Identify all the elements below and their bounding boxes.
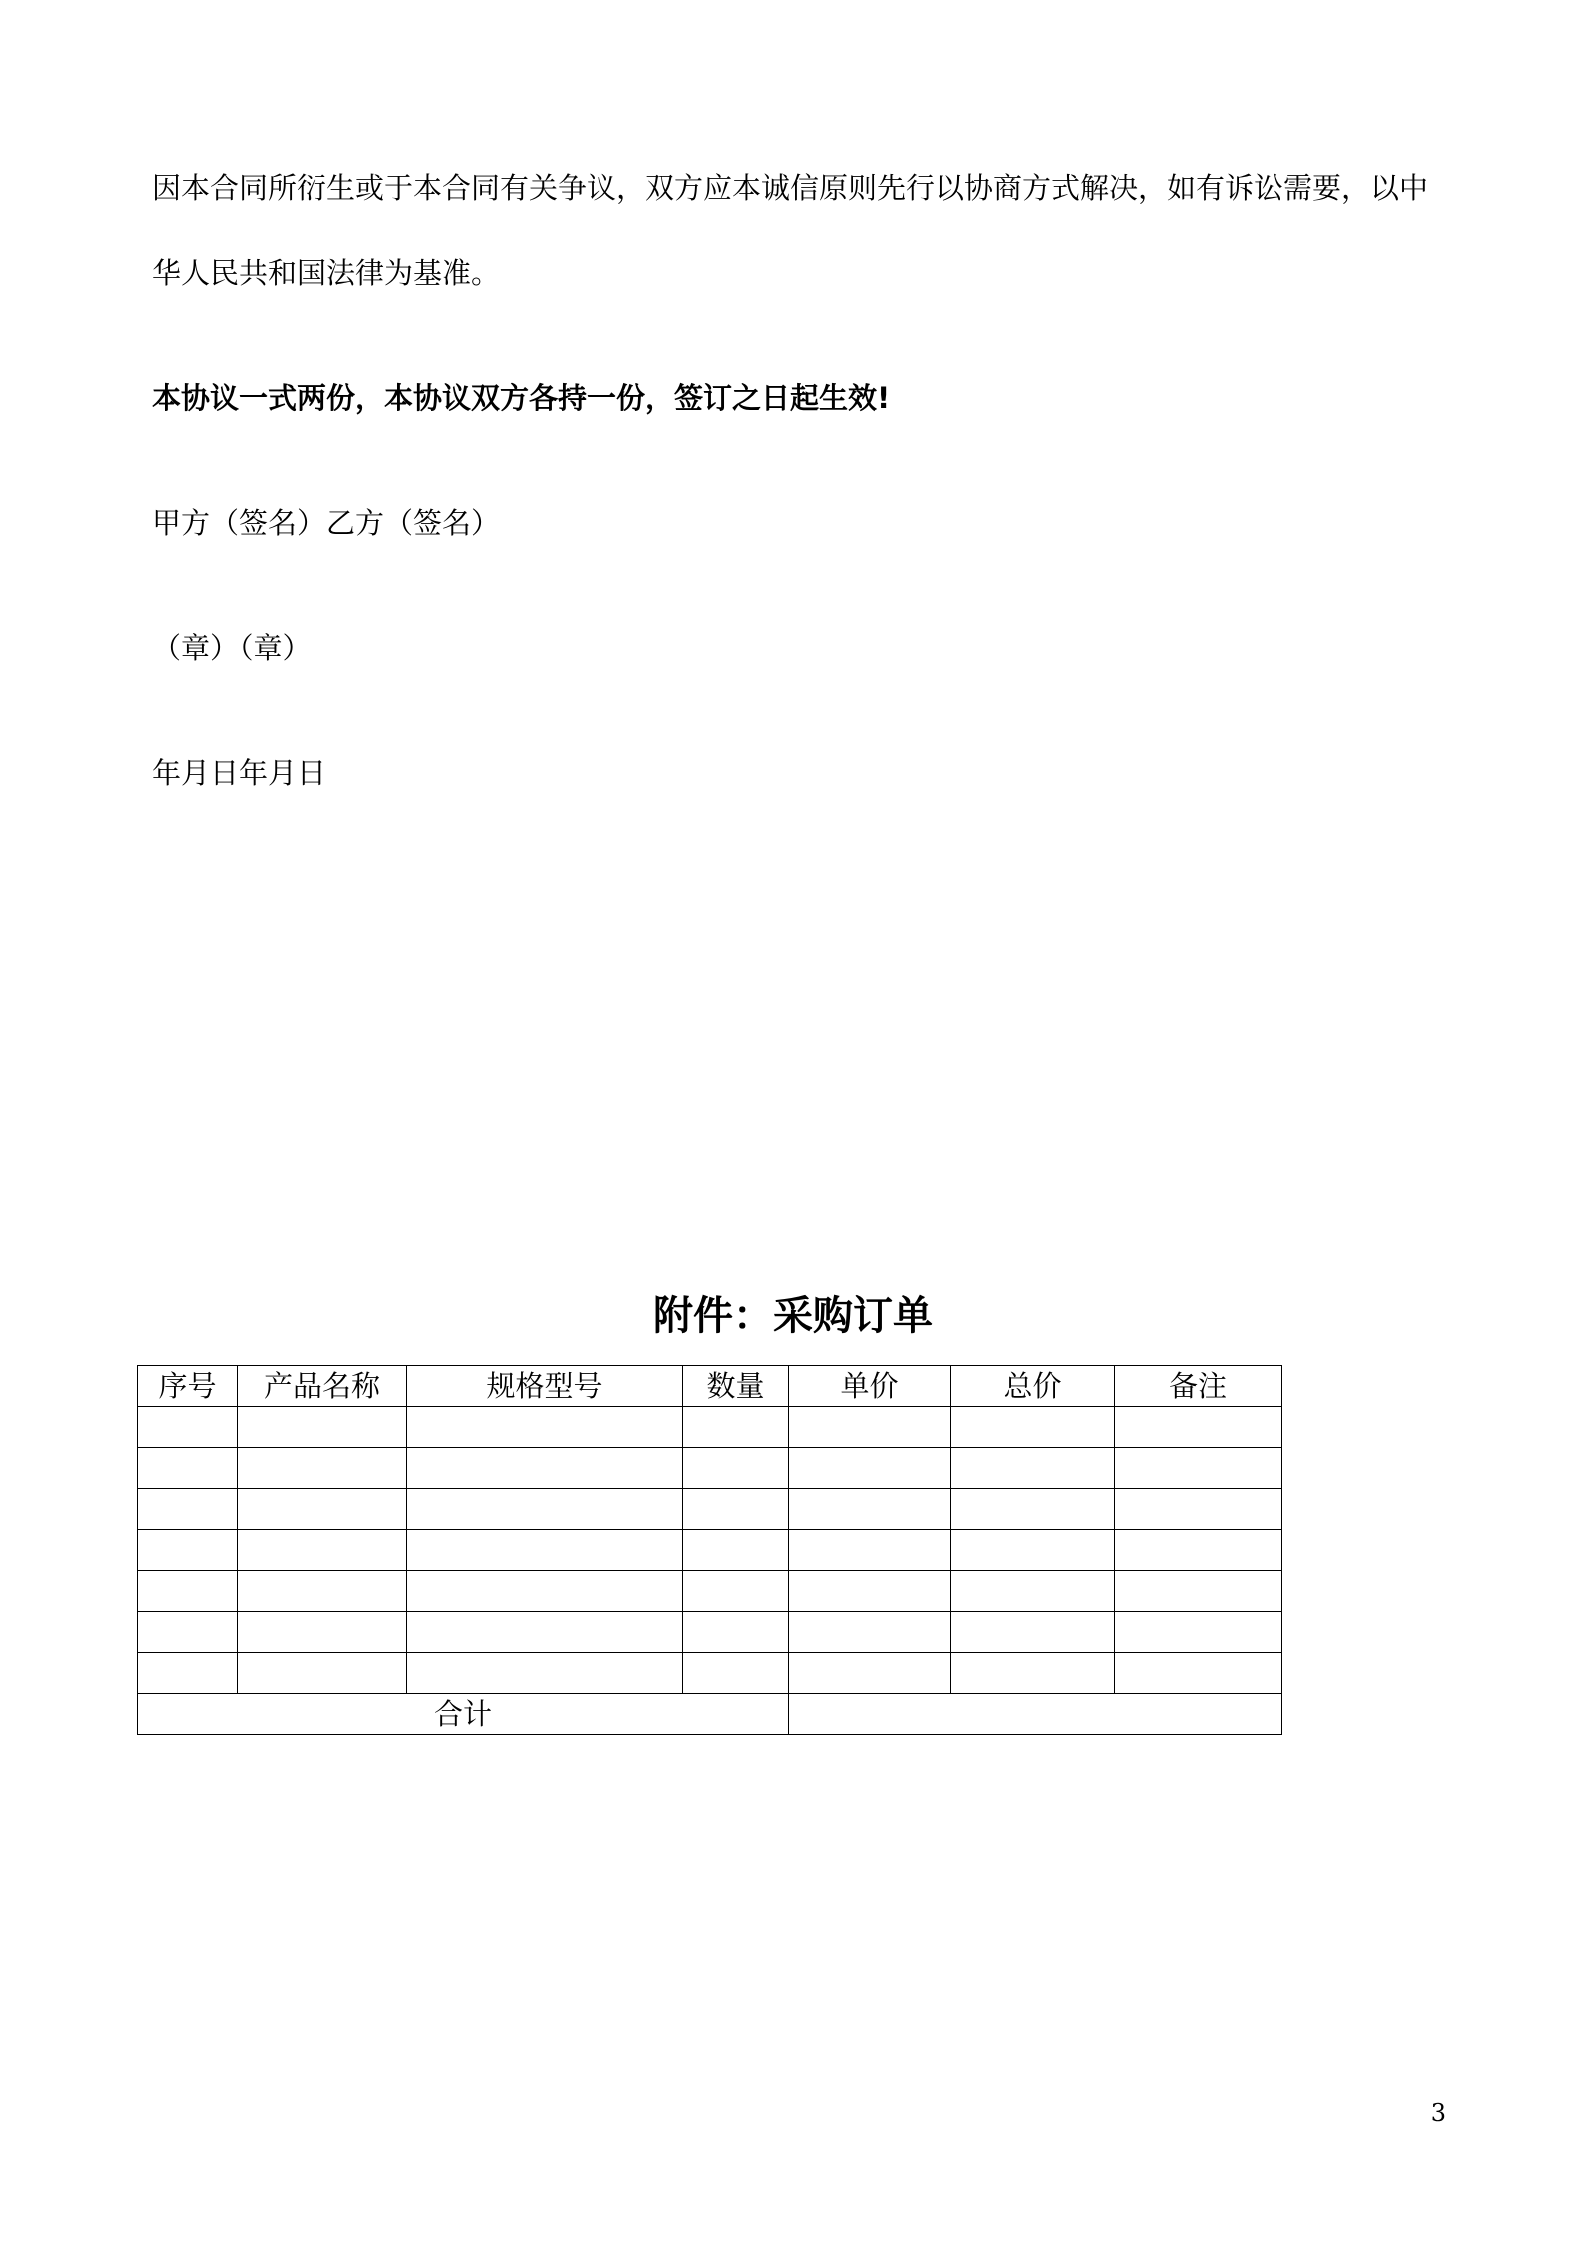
header-index: 序号: [138, 1366, 238, 1407]
dispute-clause-line-1: 因本合同所衍生或于本合同有关争议，双方应本诚信原则先行以协商方式解决，如有诉讼需要，以中: [152, 171, 1429, 205]
table-cell: [683, 1530, 789, 1571]
header-product-name: 产品名称: [238, 1366, 407, 1407]
table-header-row: [138, 1366, 1282, 1407]
table-row: [138, 1653, 1282, 1694]
table-cell: [407, 1653, 683, 1694]
table-cell: [407, 1407, 683, 1448]
table-cell: [789, 1448, 951, 1489]
annex-title: 附件：采购订单: [653, 1293, 933, 1339]
table-cell: [683, 1489, 789, 1530]
table-row: [138, 1571, 1282, 1612]
table-cell: [138, 1407, 238, 1448]
table-cell: [951, 1489, 1115, 1530]
table-cell: [1115, 1530, 1282, 1571]
page-number: 3: [1430, 2099, 1446, 2127]
total-label: 合计: [138, 1694, 789, 1735]
table-cell: [1115, 1571, 1282, 1612]
table-cell: [138, 1530, 238, 1571]
header-spec-model: 规格型号: [407, 1366, 683, 1407]
table-cell: [1115, 1448, 1282, 1489]
table-cell: [789, 1571, 951, 1612]
table-cell: [238, 1612, 407, 1653]
seal-line: （章）（章）: [152, 631, 312, 665]
table-row: [138, 1530, 1282, 1571]
purchase-order-table: [137, 1365, 1282, 1735]
signature-line: 甲方（签名）乙方（签名）: [152, 506, 501, 540]
table-cell: [951, 1530, 1115, 1571]
table-cell: [951, 1612, 1115, 1653]
table-cell: [951, 1407, 1115, 1448]
table-cell: [238, 1653, 407, 1694]
table-cell: [1115, 1612, 1282, 1653]
table-total-row: [138, 1694, 1282, 1735]
table-cell: [789, 1612, 951, 1653]
table-cell: [789, 1530, 951, 1571]
table-cell: [683, 1653, 789, 1694]
table-row: [138, 1612, 1282, 1653]
table-cell: [407, 1571, 683, 1612]
table-row: [138, 1407, 1282, 1448]
table-cell: [407, 1489, 683, 1530]
table-cell: [683, 1448, 789, 1489]
table-cell: [951, 1571, 1115, 1612]
table-cell: [407, 1448, 683, 1489]
table-cell: [683, 1407, 789, 1448]
table-cell: [138, 1571, 238, 1612]
table-cell: [407, 1612, 683, 1653]
effect-statement: 本协议一式两份，本协议双方各持一份，签订之日起生效!: [152, 381, 891, 415]
header-remarks: 备注: [1115, 1366, 1282, 1407]
table-cell: [789, 1407, 951, 1448]
table-cell: [238, 1407, 407, 1448]
table-cell: [138, 1612, 238, 1653]
table-cell: [1115, 1489, 1282, 1530]
dispute-clause-line-2: 华人民共和国法律为基准。: [152, 256, 501, 290]
table-cell: [238, 1530, 407, 1571]
header-unit-price: 单价: [789, 1366, 951, 1407]
date-line: 年月日年月日: [152, 756, 327, 790]
table-row: [138, 1489, 1282, 1530]
table-cell: [238, 1571, 407, 1612]
table-cell: [238, 1448, 407, 1489]
table-cell: [951, 1653, 1115, 1694]
table-cell: [789, 1653, 951, 1694]
table-body: [138, 1407, 1282, 1735]
table-row: [138, 1448, 1282, 1489]
table-cell: [789, 1489, 951, 1530]
header-total-price: 总价: [951, 1366, 1115, 1407]
table-cell: [683, 1612, 789, 1653]
table-cell: [407, 1530, 683, 1571]
header-quantity: 数量: [683, 1366, 789, 1407]
total-value: [789, 1694, 1282, 1735]
table-cell: [138, 1448, 238, 1489]
table-cell: [1115, 1407, 1282, 1448]
table-cell: [1115, 1653, 1282, 1694]
table-cell: [138, 1489, 238, 1530]
table-cell: [951, 1448, 1115, 1489]
table-cell: [683, 1571, 789, 1612]
table-cell: [138, 1653, 238, 1694]
table-cell: [238, 1489, 407, 1530]
